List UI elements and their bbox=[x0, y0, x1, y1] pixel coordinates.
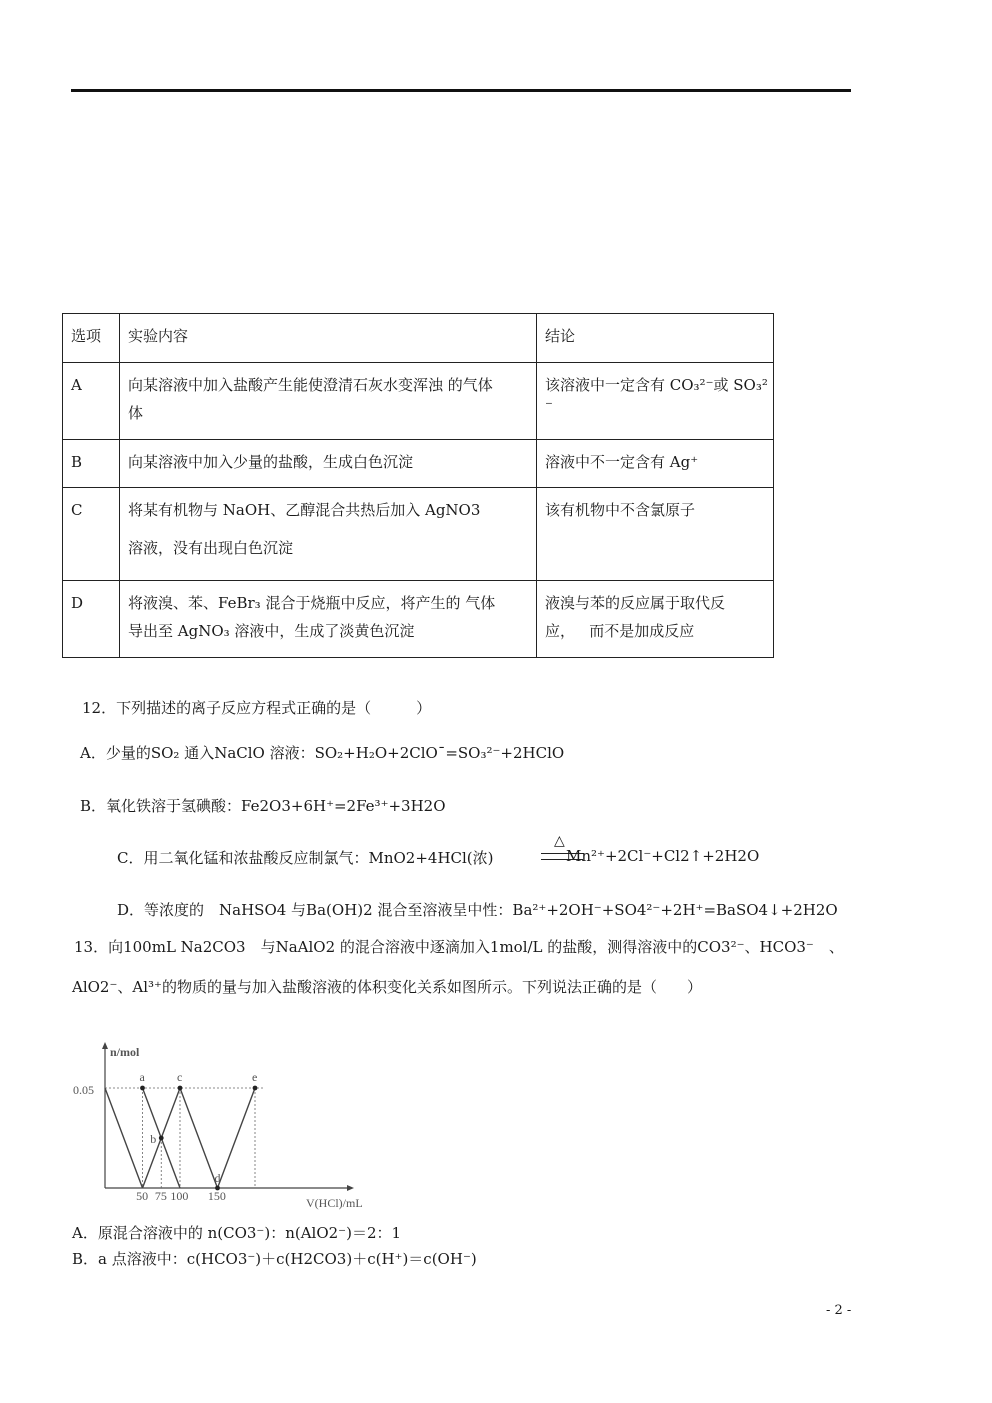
table-row bbox=[63, 363, 774, 440]
point-label: a bbox=[139, 1070, 145, 1084]
q12-option-d: D．等浓度的 NaHSO4 与Ba(OH)2 混合至溶液呈中性：Ba²⁺+2OH⁻+SO4²⁻+2H⁺=BaSO4↓+2H2O bbox=[117, 901, 838, 919]
row-conclusion bbox=[537, 363, 774, 440]
q12-option-c-left: C．用二氧化锰和浓盐酸反应制氯气：MnO2+4HCl(浓) bbox=[117, 849, 494, 867]
header-rule bbox=[71, 89, 851, 92]
header-conclusion: 结论 bbox=[537, 314, 774, 363]
y-axis-arrow-icon bbox=[102, 1042, 108, 1049]
row-option: B bbox=[63, 440, 120, 488]
q13-option-b: B．a 点溶液中：c(HCO3⁻)＋c(H2CO3)＋c(H⁺)＝c(OH⁻) bbox=[72, 1250, 477, 1268]
row-option: D bbox=[63, 581, 120, 658]
point-label: d bbox=[214, 1171, 221, 1185]
row-content-line2: 导出至 AgNO₃ 溶液中，生成了淡黄色沉淀 bbox=[128, 622, 415, 640]
row-conclusion-line2: 应， 而不是加成反应 bbox=[545, 622, 695, 640]
y-axis-label: n/mol bbox=[110, 1045, 140, 1059]
row-content-line2: 溶液，没有出现白色沉淀 bbox=[128, 539, 294, 557]
q12-option-a: A．少量的SO₂ 通入NaClO 溶液：SO₂+H₂O+2ClO¯=SO₃²⁻+2HClO bbox=[80, 744, 565, 762]
data-point bbox=[253, 1086, 258, 1091]
x-tick-label: 50 bbox=[136, 1189, 149, 1203]
row-conclusion: 溶液中不一定含有 Ag⁺ bbox=[537, 440, 774, 488]
x-tick-label: 75 bbox=[154, 1189, 167, 1203]
table-row bbox=[63, 440, 774, 488]
row-conclusion bbox=[537, 581, 774, 658]
series-line bbox=[105, 1088, 143, 1188]
header-option: 选项 bbox=[63, 314, 120, 363]
ion-amount-chart bbox=[70, 1040, 380, 1215]
q13-stem-line1: 13．向100mL Na2CO3 与NaAlO2 的混合溶液中逐滴加入1mol/L 的盐酸，测得溶液中的CO3²⁻、HCO3⁻ 、 bbox=[74, 938, 844, 956]
row-conclusion-line: 液溴与苯的反应属于取代反 bbox=[545, 594, 726, 612]
data-point bbox=[159, 1136, 164, 1141]
table-row bbox=[63, 488, 774, 581]
header-content: 实验内容 bbox=[120, 314, 537, 363]
series-line bbox=[218, 1088, 256, 1188]
x-axis-arrow-icon bbox=[347, 1185, 354, 1191]
row-content-line2: 体 bbox=[128, 404, 144, 422]
row-option: A bbox=[63, 363, 120, 440]
data-point bbox=[178, 1086, 183, 1091]
q13-stem-line2: AlO2⁻、Al³⁺的物质的量与加入盐酸溶液的体积变化关系如图所示。下列说法正确的是（ ） bbox=[72, 978, 702, 996]
x-tick-labels bbox=[136, 1189, 226, 1203]
row-content-line: 将液溴、苯、FeBr₃ 混合于烧瓶中反应，将产生的 气体 bbox=[128, 594, 496, 612]
table-row bbox=[63, 581, 774, 658]
table-header-row bbox=[63, 314, 774, 363]
row-option: C bbox=[63, 488, 120, 581]
point-label: c bbox=[177, 1070, 183, 1084]
row-content bbox=[120, 488, 537, 581]
data-point bbox=[140, 1086, 145, 1091]
row-content bbox=[120, 581, 537, 658]
experiment-table bbox=[62, 313, 774, 658]
row-content-line: 向某溶液中加入盐酸产生能使澄清石灰水变浑浊 的气体 bbox=[128, 376, 493, 394]
q12-option-c-delta: △ bbox=[554, 833, 565, 849]
chart-axes bbox=[102, 1042, 354, 1191]
page-number: - 2 - bbox=[826, 1303, 852, 1318]
row-conclusion: 该有机物中不含氯原子 bbox=[537, 488, 774, 581]
q12-option-b: B．氧化铁溶于氢碘酸：Fe2O3+6H⁺=2Fe³⁺+3H2O bbox=[80, 797, 446, 815]
y-tick-label: 0.05 bbox=[73, 1083, 94, 1097]
point-label: e bbox=[252, 1070, 258, 1084]
q12-option-c-right: Mn²⁺+2Cl⁻+Cl2↑+2H2O bbox=[566, 847, 760, 865]
point-label: b bbox=[150, 1132, 157, 1146]
row-content-line: 将某有机物与 NaOH、乙醇混合共热后加入 AgNO3 bbox=[128, 501, 481, 519]
row-conclusion-line: 该溶液中一定含有 CO₃²⁻或 SO₃² bbox=[545, 376, 768, 394]
q12-stem: 12．下列描述的离子反应方程式正确的是（ ） bbox=[82, 699, 432, 717]
row-content: 向某溶液中加入少量的盐酸，生成白色沉淀 bbox=[120, 440, 537, 488]
row-conclusion-line2: ⁻ bbox=[545, 397, 553, 415]
x-axis-label: V(HCl)/mL bbox=[306, 1196, 363, 1210]
x-tick-label: 100 bbox=[170, 1189, 189, 1203]
row-content bbox=[120, 363, 537, 440]
x-tick-label: 150 bbox=[207, 1189, 226, 1203]
q13-option-a: A．原混合溶液中的 n(CO3⁻)：n(AlO2⁻)＝2：1 bbox=[72, 1224, 402, 1242]
